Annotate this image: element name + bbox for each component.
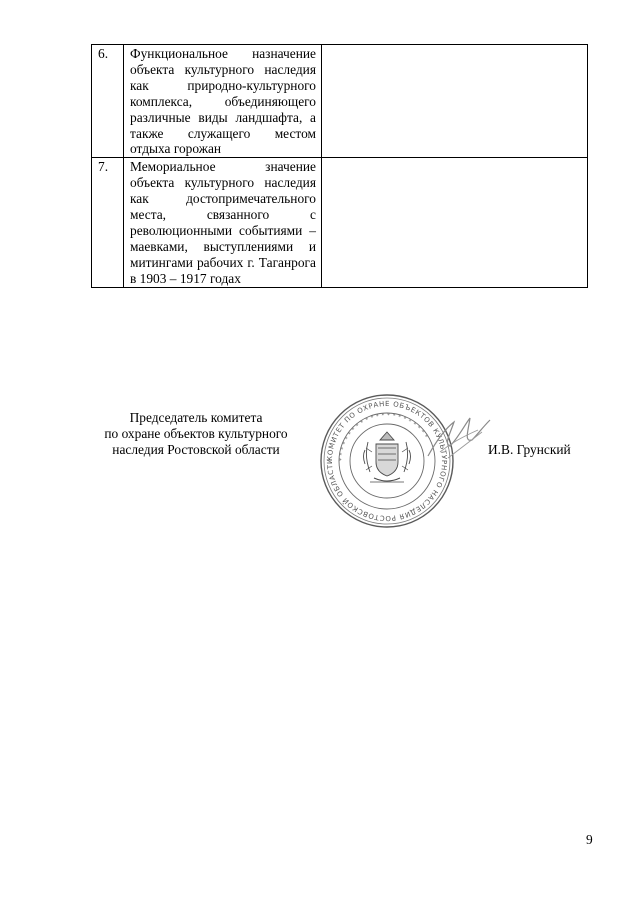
heritage-table	[91, 44, 588, 288]
signatory-name: И.В. Грунский	[488, 442, 571, 457]
page-number: 9	[586, 832, 593, 847]
signatory-title	[90, 410, 302, 458]
signatory-title-line: Председатель комитета	[129, 410, 263, 425]
row-value	[322, 158, 588, 287]
row-description: Мемориальное значение объекта культурного наследия как достопримечательного места, связанного с революционными событиями – маевками, выступлениями и митингами рабочих г. Таганрога в 1903 – 1917 годах	[124, 158, 322, 287]
row-description: Функциональное назначение объекта культурного наследия как природно-культурного комплекса, объединяющего различные виды ландшафта, а также служащего местом отдыха горожан	[124, 45, 322, 158]
seal-inner-text: * * * * * * * * * * * * * * * * * * * * * *	[338, 412, 429, 462]
handwritten-signature	[420, 408, 500, 468]
table-row	[92, 158, 588, 287]
row-number: 6.	[92, 45, 124, 158]
row-value	[322, 45, 588, 158]
signatory-title-line: наследия Ростовской области	[112, 442, 280, 457]
table-row	[92, 45, 588, 158]
signatory-title-line: по охране объектов культурного	[104, 426, 288, 441]
seal-ring-text: КОМИТЕТ ПО ОХРАНЕ ОБЪЕКТОВ КУЛЬТУРНОГО НАСЛЕДИЯ РОСТОВСКОЙ ОБЛАСТИ	[325, 399, 449, 523]
row-number: 7.	[92, 158, 124, 287]
coat-of-arms-icon	[364, 432, 411, 482]
